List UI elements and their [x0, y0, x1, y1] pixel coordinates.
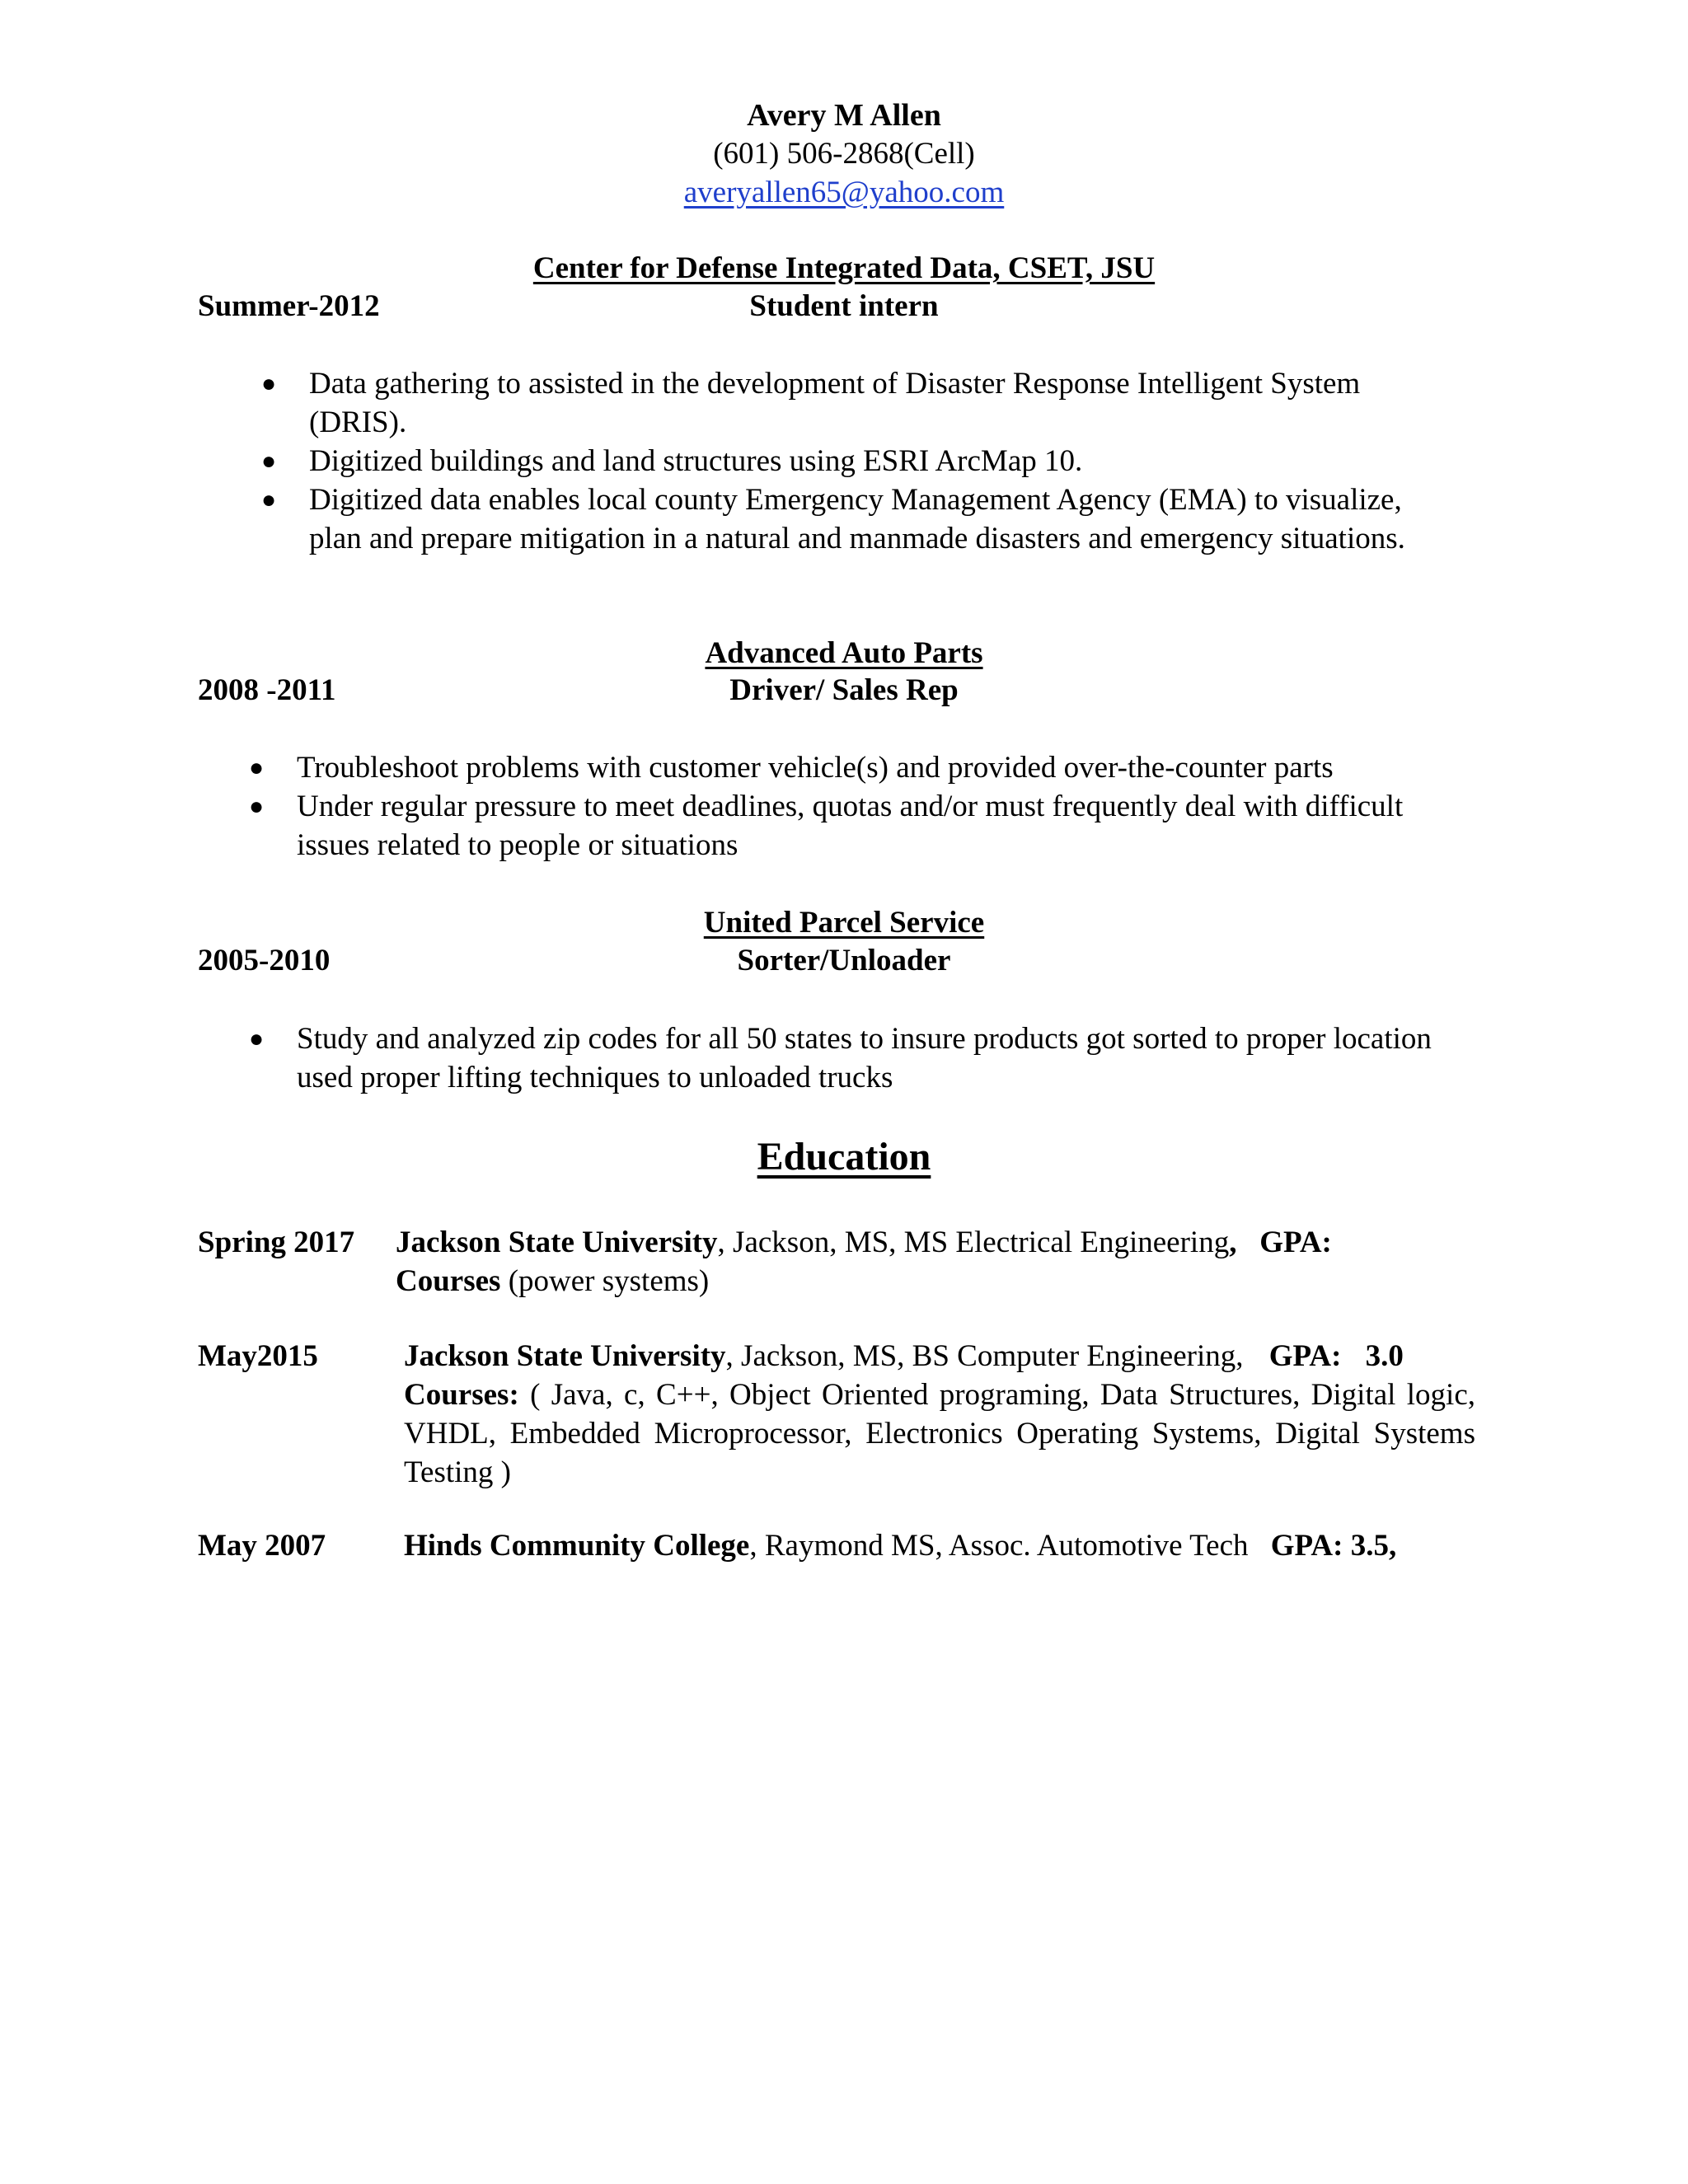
- resume-name: Avery M Allen: [747, 98, 941, 133]
- job-employer: United Parcel Service: [703, 906, 985, 940]
- list-item: ● Data gathering to assisted in the development of Disaster Response Intelligent System (DRIS).: [309, 364, 1451, 442]
- list-item: ● Digitized data enables local county Emergency Management Agency (EMA) to visualize, plan and prepare mitigation in a natural and manmade disasters and emergency situations.: [309, 480, 1451, 558]
- education-entry: [396, 1223, 1484, 1301]
- education-details: , Raymond MS, Assoc. Automotive Tech: [749, 1529, 1249, 1563]
- education-details: , Jackson, MS, MS Electrical Engineering: [717, 1226, 1230, 1259]
- courses-label: Courses: [396, 1264, 501, 1298]
- bullet-icon: ●: [261, 370, 277, 397]
- list-item: ● Digitized buildings and land structures using ESRI ArcMap 10.: [309, 442, 1451, 480]
- email-link[interactable]: averyallen65@yahoo.com: [683, 176, 1005, 209]
- gpa-value: 3.5,: [1350, 1529, 1397, 1563]
- phone-number: (601) 506-2868(Cell): [713, 137, 975, 171]
- education-date: May2015: [198, 1339, 318, 1373]
- school-name: Jackson State University: [396, 1226, 718, 1259]
- gpa-label: GPA:: [1268, 1339, 1342, 1373]
- gpa-value: 3.0: [1365, 1339, 1404, 1373]
- education-entry: [404, 1337, 1475, 1492]
- job-title: Driver/ Sales Rep: [729, 673, 959, 707]
- job-dates: Summer-2012: [198, 289, 380, 323]
- courses-text: (power systems): [500, 1264, 710, 1298]
- email-line: [0, 173, 1688, 212]
- list-item: ● Study and analyzed zip codes for all 50 states to insure products got sorted to proper location used proper lifting techniques to unloaded trucks: [297, 1019, 1434, 1097]
- school-name: Hinds Community College: [404, 1529, 750, 1563]
- school-name: Jackson State University: [404, 1339, 726, 1373]
- job-employer: Advanced Auto Parts: [705, 636, 983, 670]
- job-bullets: [249, 748, 1451, 865]
- education-details: , Jackson, MS, BS Computer Engineering,: [725, 1339, 1244, 1373]
- education-entry: [404, 1526, 1492, 1565]
- bullet-icon: ●: [249, 754, 265, 781]
- education-heading: Education: [757, 1135, 931, 1179]
- job-bullets: [261, 364, 1451, 558]
- bullet-icon: ●: [261, 448, 277, 475]
- job-dates: 2008 -2011: [198, 673, 336, 707]
- job-title: Student intern: [749, 289, 939, 323]
- bullet-icon: ●: [249, 793, 265, 820]
- bullet-icon: ●: [261, 486, 277, 513]
- job-dates: 2005-2010: [198, 944, 331, 977]
- job-title: Sorter/Unloader: [737, 944, 951, 977]
- education-date: May 2007: [198, 1529, 326, 1563]
- education-date: Spring 2017: [198, 1226, 355, 1259]
- job-bullets: [249, 1019, 1434, 1097]
- list-item: ● Under regular pressure to meet deadlines, quotas and/or must frequently deal with difficult issues related to people or situations: [297, 787, 1451, 865]
- job-employer: Center for Defense Integrated Data, CSET, JSU: [532, 251, 1156, 285]
- gpa-label: GPA:: [1270, 1529, 1343, 1563]
- courses-text: ( Java, c, C++, Object Oriented programing, Data Structures, Digital logic, VHDL, Embedded Microprocessor, Electronics Operating Systems, Digital Systems Testing ): [404, 1378, 1475, 1489]
- courses-label: Courses:: [404, 1378, 519, 1412]
- list-item: ● Troubleshoot problems with customer vehicle(s) and provided over-the-counter parts: [297, 748, 1451, 787]
- gpa-label: , GPA:: [1229, 1226, 1332, 1259]
- bullet-icon: ●: [249, 1025, 265, 1052]
